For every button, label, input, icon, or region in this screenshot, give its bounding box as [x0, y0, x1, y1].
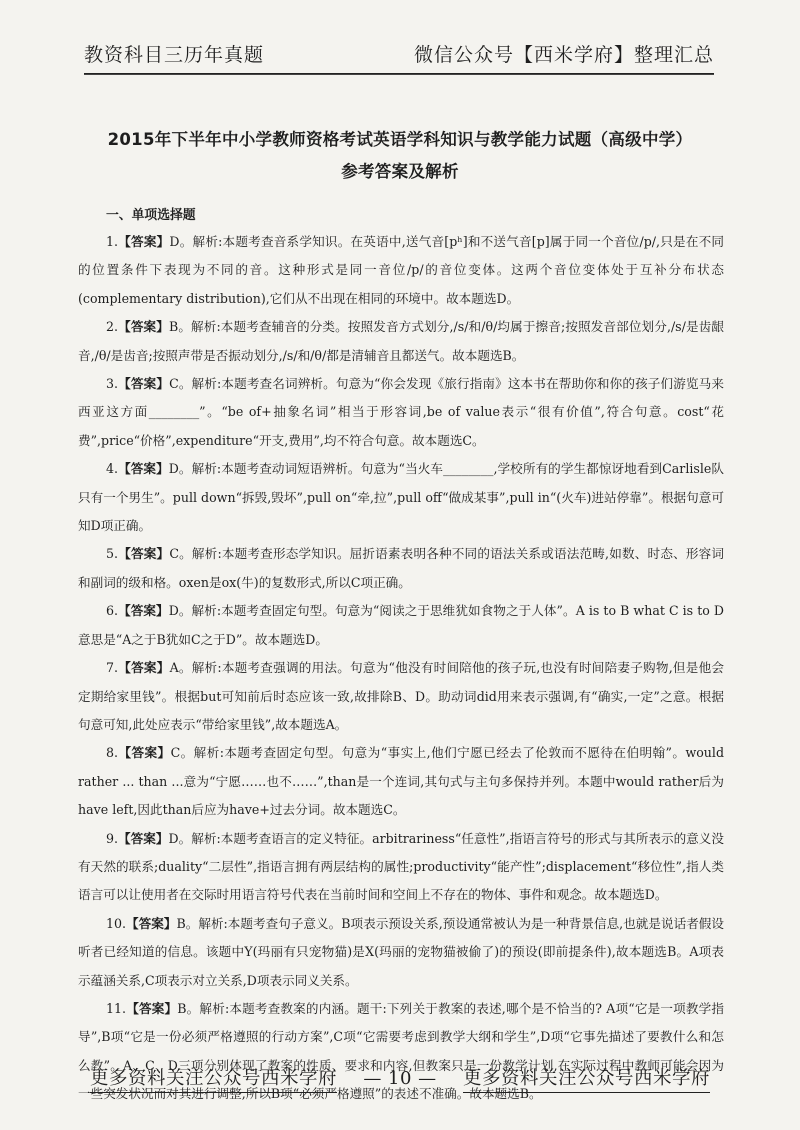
answer-item [78, 910, 724, 995]
footer-left-text: 更多资料关注公众号西米学府 [90, 1064, 337, 1093]
answer-number: 6. [106, 603, 119, 619]
answer-number: 5. [106, 546, 119, 562]
answer-number: 1. [106, 234, 119, 249]
answer-explanation: D。解析:本题考查动词短语辨析。句意为“当火车________,学校所有的学生都惊讶地看到Carlisle队只有一个男生”。pull down“拆毁,毁坏”,pull on“牵,拉”,pull off“做成某事”,pull in“(火车)进站停靠”。根据句意可知D项正确。 [78, 461, 724, 534]
answer-item [78, 540, 724, 597]
answer-explanation: A。解析:本题考查强调的用法。句意为“他没有时间陪他的孩子玩,也没有时间陪妻子购物,但是他会定期给家里钱”。根据but可知前后时态应该一致,故排除B、D。助动词did用来表示强调,有“确实,一定”之意。根据句意可知,此处应表示“带给家里钱”,故本题选A。 [78, 660, 724, 732]
header-left-text: 教资科目三历年真题 [84, 44, 265, 66]
answer-explanation: C。解析:本题考查形态学知识。屈折语素表明各种不同的语法关系或语法范畴,如数、时态、形容词和副词的级和格。oxen是ox(牛)的复数形式,所以C项正确。 [78, 546, 725, 590]
answer-explanation: D。解析:本题考查语言的定义特征。arbitrariness“任意性”,指语言符号的形式与其所表示的意义没有天然的联系;duality“二层性”,指语言拥有两层结构的属性;productivity“能产性”;displacement“移位性”,指人类语言可以让使用者在交际时用语言符号代表在当前时间和空间上不存在的物体、事件和观念。故本题选D。 [78, 830, 725, 903]
answer-tag: 【答案】 [118, 461, 169, 477]
answer-explanation: C。解析:本题考查名词辨析。句意为“你会发现《旅行指南》这本书在帮助你和你的孩子们游览马来西亚这方面________”。“be of+抽象名词”相当于形容词,be of value表示“很有价值”,符合句意。cost“花费”,price“价格”,expenditure“开支,费用”,均不符合句意。故本题选C。 [78, 376, 724, 448]
answer-item [78, 455, 724, 540]
page-header [84, 40, 714, 75]
answer-item [78, 825, 724, 910]
answer-tag: 【答案】 [118, 319, 169, 335]
answer-item [78, 370, 724, 455]
answer-explanation: B。解析:本题考查教案的内涵。题干:下列关于教案的表述,哪个是不恰当的? A项“它是一项教学指导”,B项“它是一份必须严格遵照的行动方案”,C项“它需要考虑到教学大纲和学生”,D项“它事先描述了要教什么和怎么教”。A、C、D三项分别体现了教案的性质、要求和内容,但教案只是一份教学计划,在实际过程中教师可能会因为一些突发状况而对其进行调整,所以B项“必须严格遵照”的表述不准确。故本题选B。 [78, 1000, 724, 1102]
answer-explanation: D。解析:本题考查固定句型。句意为“阅读之于思维犹如食物之于人体”。A is to B what C is to D意思是“A之于B犹如C之于D”。故本题选D。 [78, 603, 724, 647]
header-rule [84, 74, 714, 75]
answer-tag: 【答案】 [118, 745, 171, 761]
answer-item [78, 313, 724, 370]
answer-explanation: D。解析:本题考查音系学知识。在英语中,送气音[pʰ]和不送气音[p]属于同一个音位/p/,只是在不同的位置条件下表现为不同的音。这种形式是同一音位/p/的音位变体。这两个音位变体处于互补分布状态(complementary distribution),它们从不出现在相同的环境中。故本题选D。 [78, 234, 724, 306]
answer-explanation: C。解析:本题考查固定句型。句意为“事实上,他们宁愿已经去了伦敦而不愿待在伯明翰”。would rather ... than ...意为“宁愿……也不……”,than是一个连词,其句式与主句多保持并列。本题中would rather后为have left,因此than后应为have+过去分词。故本题选C。 [78, 745, 725, 818]
answer-tag: 【答案】 [118, 546, 170, 562]
answer-number: 4. [106, 461, 119, 477]
answer-number: 9. [106, 830, 119, 846]
document-title [60, 124, 740, 188]
answer-list [78, 228, 724, 1109]
answer-number: 10. [106, 915, 127, 931]
answer-item [78, 739, 724, 824]
answer-explanation: B。解析:本题考查辅音的分类。按照发音方式划分,/s/和/θ/均属于擦音;按照发音部位划分,/s/是齿龈音,/θ/是齿音;按照声带是否振动划分,/s/和/θ/都是清辅音且都送气。故本题选B。 [78, 319, 725, 363]
answer-tag: 【答案】 [118, 376, 170, 392]
page-footer [90, 1064, 710, 1093]
answer-number: 8. [106, 745, 119, 761]
answer-tag: 【答案】 [118, 234, 170, 249]
answer-tag: 【答案】 [118, 603, 169, 619]
header-right-text: 微信公众号【西米学府】整理汇总 [413, 44, 714, 66]
answer-tag: 【答案】 [126, 915, 177, 931]
answer-tag: 【答案】 [118, 830, 169, 846]
title-line-2: 参考答案及解析 [341, 162, 459, 181]
section-heading: 一、单项选择题 [106, 208, 196, 223]
answer-number: 11. [106, 1000, 127, 1016]
answer-tag: 【答案】 [126, 1000, 178, 1016]
answer-item [78, 597, 724, 654]
answer-item [78, 228, 724, 313]
answer-number: 2. [106, 319, 119, 335]
answer-number: 3. [106, 376, 119, 392]
footer-right-text: 更多资料关注公众号西米学府 [463, 1064, 710, 1093]
answer-tag: 【答案】 [118, 660, 170, 676]
title-line-1: 2015年下半年中小学教师资格考试英语学科知识与教学能力试题（高级中学） [107, 130, 693, 149]
answer-item [78, 654, 724, 739]
page-number: — 10 — [363, 1068, 437, 1089]
answer-explanation: B。解析:本题考查句子意义。B项表示预设关系,预设通常被认为是一种背景信息,也就是说话者假设听者已经知道的信息。该题中Y(玛丽有只宠物猫)是X(玛丽的宠物猫被偷了)的预设(即前提条件),故本题选B。A项表示蕴涵关系,C项表示对立关系,D项表示同义关系。 [78, 915, 725, 988]
answer-number: 7. [106, 660, 119, 676]
answer-content [78, 204, 724, 1109]
